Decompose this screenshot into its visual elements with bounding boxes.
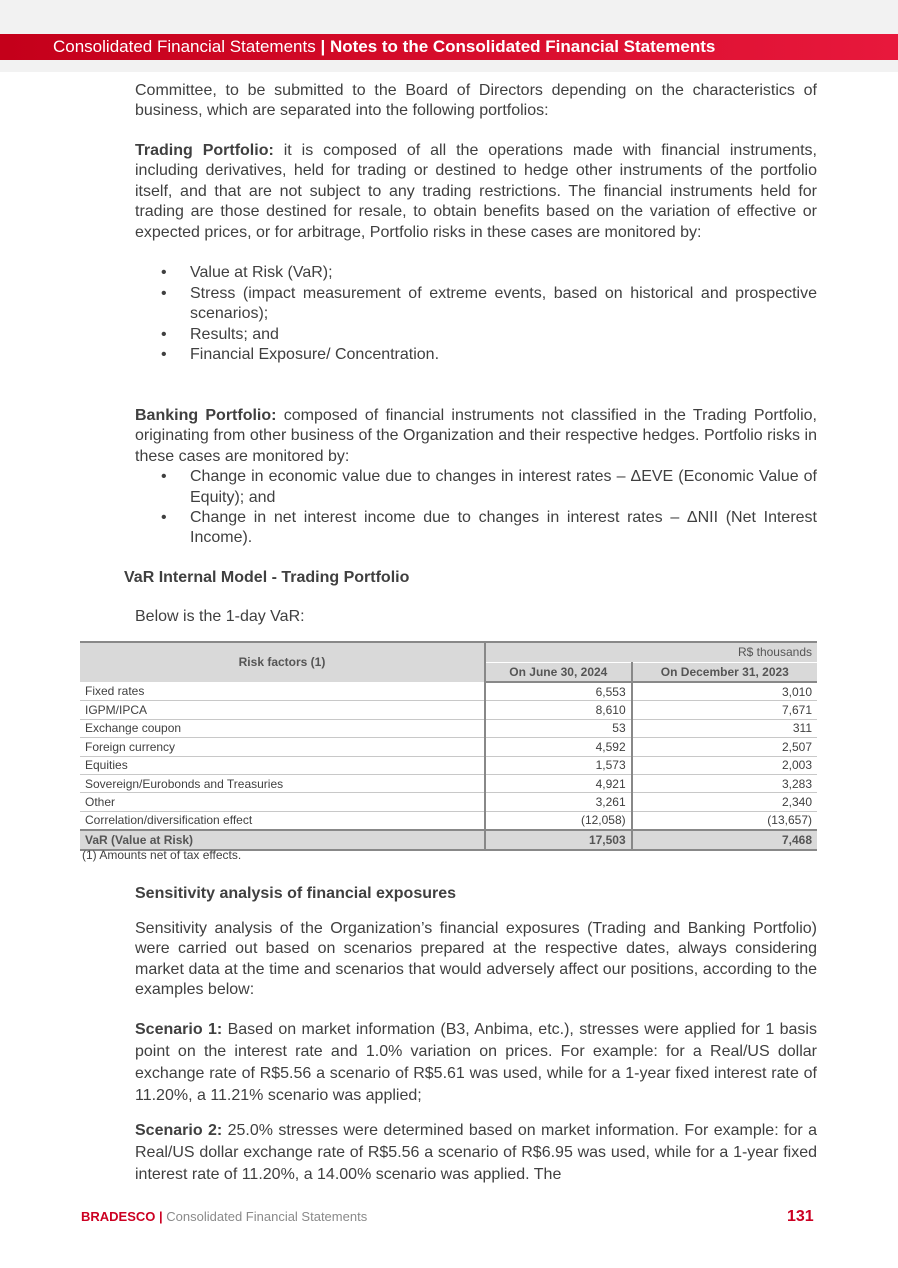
col-header-june-2024: On June 30, 2024 <box>485 662 632 682</box>
value-cell: 2,507 <box>632 738 817 756</box>
table-row <box>80 774 817 792</box>
var-heading: VaR Internal Model - Trading Portfolio <box>124 569 410 586</box>
col-header-dec-2023: On December 31, 2023 <box>632 662 817 682</box>
scenario1-text: Based on market information (B3, Anbima, etc.), stresses were applied for 1 basis point on the interest rate and 1.0% variation on prices. For example: for a Real/US dollar exchange rate of R$5.56 a scenario of R$5.61 was used, while for a 1-year fixed interest rate of 11.20%, a 11.21% scenario was applied; <box>135 1021 817 1104</box>
table-row <box>80 811 817 830</box>
footer-separator: | <box>159 1209 163 1224</box>
value-cell: 2,340 <box>632 793 817 811</box>
value-cell: 3,010 <box>632 682 817 701</box>
value-cell: (13,657) <box>632 811 817 830</box>
table-row <box>80 793 817 811</box>
label-cell: Sovereign/Eurobonds and Treasuries <box>80 774 485 792</box>
intro-paragraph <box>135 81 817 122</box>
value-cell: 2,003 <box>632 756 817 774</box>
trading-text: it is composed of all the operations made with financial instruments, including derivatives, held for trading or destined to hedge other instruments of the portfolio itself, and that are not subject to any trading restrictions. The financial instruments held for trading are those destined for resale, to obtain benefits based on the variation of effective or expected prices, or for arbitrage, Portfolio risks in these cases are monitored by: <box>135 142 818 241</box>
intro-text: Committee, to be submitted to the Board of Directors depending on the characteristics of business, which are separated into the following portfolios: <box>135 82 817 120</box>
trading-label: Trading Portfolio: <box>135 142 274 159</box>
value-cell: 3,283 <box>632 774 817 792</box>
trading-bullets <box>135 263 817 365</box>
header-subsection: Notes to the Consolidated Financial Statements <box>329 37 716 56</box>
page-footer <box>81 1207 367 1227</box>
footer-brand: BRADESCO <box>81 1209 156 1224</box>
label-cell: Correlation/diversification effect <box>80 811 485 830</box>
banking-text: composed of financial instruments not classified in the Trading Portfolio, originating from other business of the Organization and their respective hedges. Portfolio risks in these cases are monitored by: <box>135 407 818 465</box>
footer-title: Consolidated Financial Statements <box>166 1209 368 1224</box>
var-table <box>80 641 817 851</box>
value-cell: 311 <box>632 719 817 737</box>
value-cell: 4,921 <box>485 774 632 792</box>
table-row <box>80 701 817 719</box>
table-footnote: (1) Amounts net of tax effects. <box>82 848 242 862</box>
label-cell: Fixed rates <box>80 682 485 701</box>
label-cell: Exchange coupon <box>80 719 485 737</box>
list-item: • Change in economic value due to changes in interest rates – ΔEVE (Economic Value of Equity); and <box>135 467 817 508</box>
banking-bullets <box>135 467 817 549</box>
scenario-2 <box>135 1120 817 1186</box>
label-cell: Equities <box>80 756 485 774</box>
scenario-1 <box>135 1019 817 1107</box>
page-number: 131 <box>787 1208 814 1225</box>
table-row <box>80 719 817 737</box>
list-item: • Stress (impact measurement of extreme events, based on historical and prospective scenarios); <box>135 284 817 325</box>
col-header-risk-factors: Risk factors (1) <box>80 642 485 682</box>
table-row <box>80 756 817 774</box>
value-cell: 17,503 <box>485 830 632 849</box>
scenario2-text: 25.0% stresses were determined based on market information. For example: for a Real/US dollar exchange rate of R$5.56 a scenario of R$6.95 was used, while for a 1-year fixed interest rate of 11.20%, a 14.00% scenario was applied. The <box>135 1122 817 1183</box>
list-item: • Change in net interest income due to changes in interest rates – ΔNII (Net Interest Income). <box>135 508 817 549</box>
value-cell: 4,592 <box>485 738 632 756</box>
value-cell: 8,610 <box>485 701 632 719</box>
table-row <box>80 682 817 701</box>
sensitivity-text: Sensitivity analysis of the Organization’s financial exposures (Trading and Banking Portfolio) were carried out based on scenarios prepared at the respective dates, always considering market data at the time and scenarios that would adversely affect our positions, according to the examples below: <box>135 920 817 999</box>
value-cell: 1,573 <box>485 756 632 774</box>
table-row <box>80 738 817 756</box>
sensitivity-heading: Sensitivity analysis of financial exposures <box>135 885 457 902</box>
list-item: • Financial Exposure/ Concentration. <box>135 345 817 365</box>
banking-label: Banking Portfolio: <box>135 407 277 424</box>
label-cell: Foreign currency <box>80 738 485 756</box>
value-cell: 6,553 <box>485 682 632 701</box>
value-cell: 53 <box>485 719 632 737</box>
value-cell: 7,468 <box>632 830 817 849</box>
value-cell: 7,671 <box>632 701 817 719</box>
label-cell: Other <box>80 793 485 811</box>
page-header <box>0 34 898 60</box>
value-cell: 3,261 <box>485 793 632 811</box>
trading-portfolio-section <box>135 141 817 365</box>
value-cell: (12,058) <box>485 811 632 830</box>
list-item: • Value at Risk (VaR); <box>135 263 817 283</box>
unit-label: R$ thousands <box>485 642 817 662</box>
var-intro: Below is the 1-day VaR: <box>135 608 305 625</box>
banking-portfolio-section <box>135 406 817 549</box>
label-cell: IGPM/IPCA <box>80 701 485 719</box>
list-item: • Results; and <box>135 325 817 345</box>
header-section: Consolidated Financial Statements <box>53 37 316 56</box>
header-separator: | <box>320 37 326 56</box>
scenario1-label: Scenario 1: <box>135 1021 223 1038</box>
scenario2-label: Scenario 2: <box>135 1122 223 1139</box>
label-cell: VaR (Value at Risk) <box>80 830 485 849</box>
